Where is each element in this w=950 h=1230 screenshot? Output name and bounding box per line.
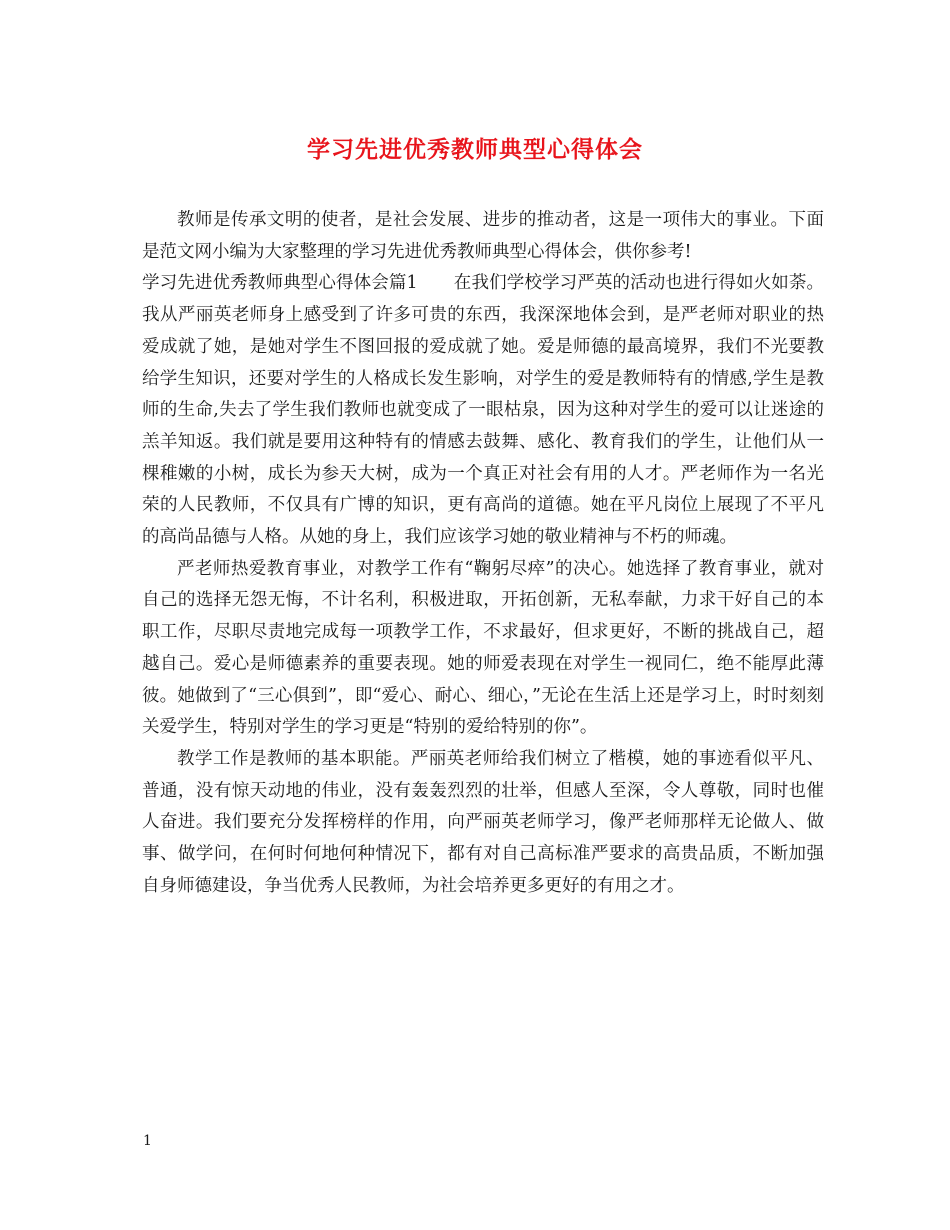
paragraph-2: 严老师热爱教育事业，对教学工作有“鞠躬尽瘁”的决心。她选择了教育事业，就对自己的选择无怨无悔，不计名利，积极进取，开拓创新，无私奉献，力求干好自己的本职工作，尽职尽责地完成每一项教学工作，不求最好，但求更好，不断的挑战自己，超越自己。爱心是师德素养的重要表现。她的师爱表现在对学生一视同仁，绝不能厚此薄彼。她做到了“三心俱到”，即“爱心、耐心、细心，”无论在生活上还是学习上，时时刻刻关爱学生，特别对学生的学习更是“特别的爱给特别的你”。 [142, 558, 824, 738]
paragraph-3: 教学工作是教师的基本职能。严丽英老师给我们树立了楷模，她的事迹看似平凡、普通，没有惊天动地的伟业，没有轰轰烈烈的壮举，但感人至深，令人尊敬，同时也催人奋进。我们要充分发挥榜样的作用，向严丽英老师学习，像严老师那样无论做人、做事、做学问，在何时何地何种情况下，都有对自己高标准严要求的高贵品质，不断加强自身师德建设，争当优秀人民教师，为社会培养更多更好的有用之才。 [142, 748, 824, 896]
intro-paragraph: 教师是传承文明的使者，是社会发展、进步的推动者，这是一项伟大的事业。下面是范文网小编为大家整理的学习先进优秀教师典型心得体会，供你参考! [142, 210, 824, 262]
page-number: 1 [143, 1133, 152, 1149]
document-body [142, 205, 824, 902]
section-heading: 学习先进优秀教师典型心得体会篇1 [142, 273, 418, 294]
document-title: 学习先进优秀教师典型心得体会 [307, 136, 643, 163]
section-paragraph-1 [142, 268, 824, 553]
paragraph-1-text: 在我们学校学习严英的活动也进行得如火如荼。我从严丽英老师身上感受到了许多可贵的东西，我深深地体会到，是严老师对职业的热爱成就了她，是她对学生不图回报的爱成就了她。爱是师德的最高境界，我们不光要教给学生知识，还要对学生的人格成长发生影响，对学生的爱是教师特有的情感,学生是教师的生命,失去了学生我们教师也就变成了一眼枯泉，因为这种对学生的爱可以让迷途的羔羊知返。我们就是要用这种特有的情感去鼓舞、感化、教育我们的学生，让他们从一棵稚嫩的小树，成长为参天大树，成为一个真正对社会有用的人才。严老师作为一名光荣的人民教师，不仅具有广博的知识，更有高尚的道德。她在平凡岗位上展现了不平凡的高尚品德与人格。从她的身上，我们应该学习她的敬业精神与不朽的师魂。 [142, 273, 825, 548]
